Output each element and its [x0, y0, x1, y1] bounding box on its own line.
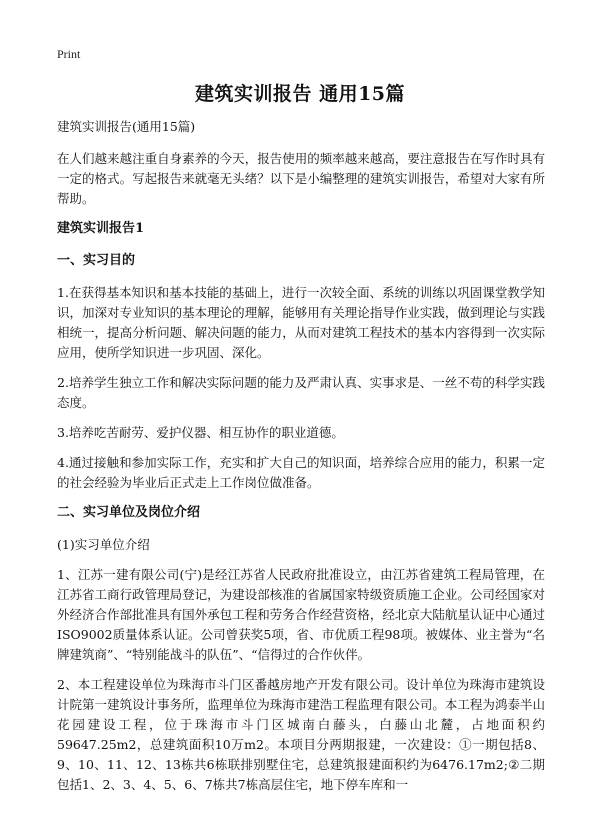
- document-subtitle: 建筑实训报告(通用15篇): [57, 119, 196, 134]
- section-heading-purpose: 一、实习目的: [57, 253, 136, 268]
- purpose-item: 4.通过接触和参加实际工作，充实和扩大自己的知识面，培养综合应用的能力，积累一定的社会经验为毕业后正式走上工作岗位做准备。: [57, 455, 545, 490]
- unit-item: 1、江苏一建有限公司(宁)是经江苏省人民政府批准设立，由江苏省建筑工程局管理，在江苏省工商行政管理局登记，为建设部核准的省属国家特级资质施工企业。公司经国家对外经济合作部批准具有国外承包工程和劳务合作经营资格，经北京大陆航星认证中心通过ISO9002质量体系认证。公司曾获奖5项，省、市优质工程98项。被媒体、业主誉为“名牌建筑商”、“特别能战斗的队伍”、“信得过的合作伙伴。: [57, 567, 545, 662]
- purpose-item: 3.培养吃苦耐劳、爱护仪器、相互协作的职业道德。: [57, 425, 344, 440]
- purpose-item: 1.在获得基本知识和基本技能的基础上，进行一次较全面、系统的训练以巩固课堂教学知识，加深对专业知识的基本理论的理解，能够用有关理论指导作业实践，做到理论与实践相统一，提高分析问题、解决问题的能力，从而对建筑工程技术的基本内容得到一次实际应用，使所学知识进一步巩固、深化。: [57, 285, 545, 360]
- purpose-item: 2.培养学生独立工作和解决实际问题的能力及严肃认真、实事求是、一丝不苟的科学实践态度。: [57, 375, 545, 410]
- document-body: [57, 117, 545, 805]
- print-link[interactable]: Print: [57, 47, 81, 61]
- report-heading: 建筑实训报告1: [57, 221, 145, 236]
- unit-item: 2、本工程建设单位为珠海市斗门区番越房地产开发有限公司。设计单位为珠海市建筑设计院第一建筑设计事务所，监理单位为珠海市建浩工程监理有限公司。本工程为鸿泰半山花园建设工程，位于珠海市斗门区城南白藤头，白藤山北麓，占地面积约59647.25m2，总建筑面积10万m2。本项目分两期报建，一次建设：①一期包括8、9、10、11、12、13栋共6栋联排别墅住宅，总建筑报建面积约为6476.17m2;②二期包括1、2、3、4、5、6、7栋共7栋高层住宅，地下停车库和一: [57, 677, 545, 792]
- intro-paragraph: 在人们越来越注重自身素养的今天，报告使用的频率越来越高，要注意报告在写作时具有一定的格式。写起报告来就毫无头绪？以下是小编整理的建筑实训报告，希望对大家有所帮助。: [57, 151, 545, 206]
- unit-subheading: (1)实习单位介绍: [57, 537, 150, 552]
- page-title: 建筑实训报告 通用15篇: [194, 83, 406, 105]
- section-heading-unit: 二、实习单位及岗位介绍: [57, 505, 201, 520]
